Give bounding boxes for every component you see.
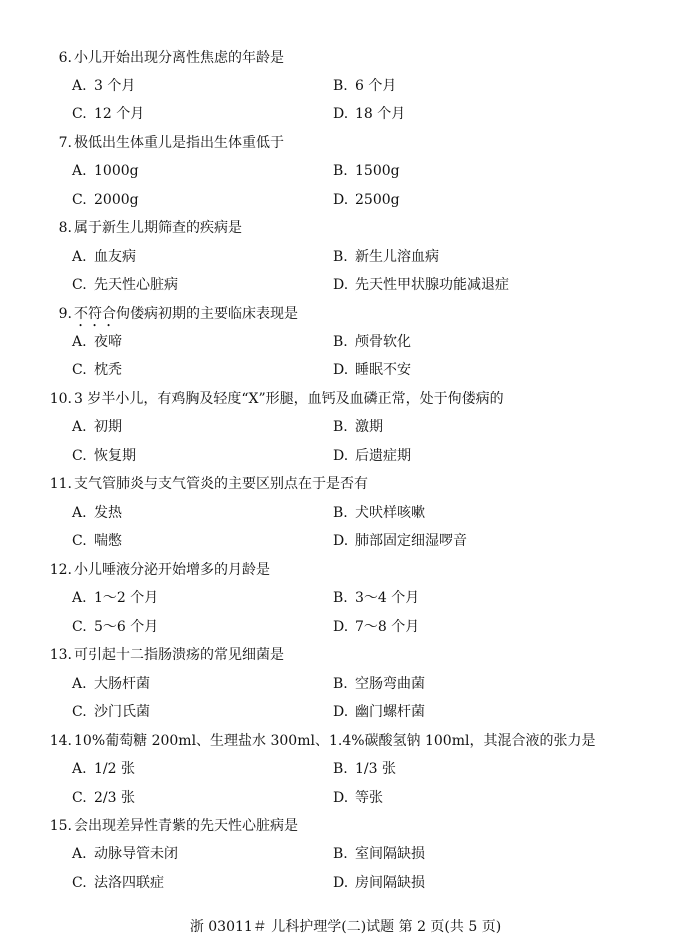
option-text: 2000g <box>94 192 139 208</box>
option-text: 初期 <box>94 419 122 435</box>
question-text: 10%葡萄糖 200ml、生理盐水 300ml、1.4%碳酸氢钠 100ml，其混合液的张力是 <box>74 733 596 749</box>
question-number: 6. <box>58 50 72 66</box>
option-letter: B. <box>333 78 348 94</box>
option-c <box>72 103 144 125</box>
question-text: 佝偻病初期的主要临床表现是 <box>116 306 298 322</box>
option-letter: D. <box>333 362 349 378</box>
option-letter: C. <box>72 448 87 464</box>
question-stem <box>36 217 242 239</box>
option-letter: D. <box>333 448 349 464</box>
option-c <box>72 872 164 894</box>
option-c <box>72 274 178 296</box>
option-b <box>333 587 419 609</box>
question-stem <box>36 303 298 325</box>
option-letter: C. <box>72 704 87 720</box>
question-number: 14. <box>49 733 72 749</box>
option-letter: D. <box>333 619 349 635</box>
option-letter: C. <box>72 106 87 122</box>
option-b <box>333 502 425 524</box>
option-text: 新生儿溶血病 <box>355 249 439 265</box>
option-letter: A. <box>72 846 87 862</box>
option-b <box>333 416 383 438</box>
option-letter: B. <box>333 590 348 606</box>
option-letter: D. <box>333 192 349 208</box>
option-text: 动脉导管未闭 <box>94 846 178 862</box>
option-d <box>333 701 425 723</box>
option-letter: A. <box>72 676 87 692</box>
option-d <box>333 787 383 809</box>
option-a <box>72 160 139 182</box>
option-d <box>333 872 425 894</box>
option-a <box>72 673 150 695</box>
option-text: 7～8 个月 <box>355 619 420 635</box>
option-text: 睡眠不安 <box>355 362 411 378</box>
option-d <box>333 616 419 638</box>
option-text: 喘憋 <box>94 533 122 549</box>
option-letter: B. <box>333 249 348 265</box>
option-b <box>333 75 396 97</box>
option-a <box>72 843 178 865</box>
option-text: 2500g <box>355 192 400 208</box>
option-text: 激期 <box>355 419 383 435</box>
question-number: 8. <box>58 220 72 236</box>
option-c <box>72 787 135 809</box>
question-number: 15. <box>49 818 72 834</box>
question-text: 3 岁半小儿，有鸡胸及轻度“X”形腿，血钙及血磷正常，处于佝偻病的 <box>74 391 504 407</box>
option-letter: B. <box>333 419 348 435</box>
option-text: 先天性甲状腺功能减退症 <box>355 277 509 293</box>
option-text: 1/3 张 <box>355 761 396 777</box>
option-text: 18 个月 <box>355 106 406 122</box>
question-number: 12. <box>49 562 72 578</box>
option-letter: A. <box>72 78 87 94</box>
option-text: 3 个月 <box>94 78 136 94</box>
question-text: 可引起十二指肠溃疡的常见细菌是 <box>74 647 284 663</box>
question-number: 13. <box>49 647 72 663</box>
question-stem <box>36 47 284 69</box>
option-text: 1～2 个月 <box>94 590 159 606</box>
option-letter: B. <box>333 505 348 521</box>
option-a <box>72 587 158 609</box>
option-letter: C. <box>72 533 87 549</box>
question-stem <box>36 559 270 581</box>
option-letter: A. <box>72 761 87 777</box>
option-d <box>333 189 400 211</box>
option-c <box>72 701 150 723</box>
option-text: 6 个月 <box>355 78 397 94</box>
option-a <box>72 416 122 438</box>
option-text: 房间隔缺损 <box>355 875 425 891</box>
option-letter: A. <box>72 419 87 435</box>
question-number: 11. <box>49 476 72 492</box>
option-b <box>333 246 439 268</box>
option-text: 沙门氏菌 <box>94 704 150 720</box>
question-number: 10. <box>49 391 72 407</box>
option-b <box>333 673 425 695</box>
option-d <box>333 103 405 125</box>
option-a <box>72 502 122 524</box>
option-text: 恢复期 <box>94 448 136 464</box>
question-number: 7. <box>58 135 72 151</box>
option-text: 幽门螺杆菌 <box>355 704 425 720</box>
question-text: 小儿唾液分泌开始增多的月龄是 <box>74 562 270 578</box>
option-a <box>72 331 122 353</box>
option-b <box>333 843 425 865</box>
option-d <box>333 530 467 552</box>
option-text: 犬吠样咳嗽 <box>355 505 425 521</box>
question-text: 极低出生体重儿是指出生体重低于 <box>74 135 284 151</box>
option-c <box>72 616 158 638</box>
option-text: 等张 <box>355 790 383 806</box>
option-text: 室间隔缺损 <box>355 846 425 862</box>
option-letter: B. <box>333 163 348 179</box>
option-letter: B. <box>333 334 348 350</box>
option-text: 1/2 张 <box>94 761 135 777</box>
option-c <box>72 445 136 467</box>
option-letter: C. <box>72 277 87 293</box>
question-stem <box>36 473 368 495</box>
question-stem <box>36 388 504 410</box>
question-text: 小儿开始出现分离性焦虑的年龄是 <box>74 50 284 66</box>
option-letter: D. <box>333 106 349 122</box>
option-letter: D. <box>333 790 349 806</box>
option-letter: B. <box>333 761 348 777</box>
option-letter: C. <box>72 875 87 891</box>
option-text: 2/3 张 <box>94 790 135 806</box>
question-text: 属于新生儿期筛查的疾病是 <box>74 220 242 236</box>
question-stem <box>36 730 595 752</box>
question-stem <box>36 815 298 837</box>
option-c <box>72 189 139 211</box>
option-letter: A. <box>72 590 87 606</box>
option-letter: B. <box>333 676 348 692</box>
option-letter: C. <box>72 192 87 208</box>
option-letter: A. <box>72 334 87 350</box>
option-d <box>333 359 411 381</box>
question-stem <box>36 644 284 666</box>
option-text: 1000g <box>94 163 139 179</box>
option-a <box>72 75 135 97</box>
question-text: 支气管肺炎与支气管炎的主要区别点在于是否有 <box>74 476 368 492</box>
option-text: 12 个月 <box>94 106 145 122</box>
option-letter: A. <box>72 249 87 265</box>
question-number: 9. <box>58 306 72 322</box>
emphasized-text: 不符合 <box>74 306 116 322</box>
option-a <box>72 246 136 268</box>
option-text: 血友病 <box>94 249 136 265</box>
option-b <box>333 758 396 780</box>
option-text: 先天性心脏病 <box>94 277 178 293</box>
option-c <box>72 530 122 552</box>
option-text: 肺部固定细湿啰音 <box>355 533 467 549</box>
option-letter: A. <box>72 505 87 521</box>
option-letter: D. <box>333 277 349 293</box>
page-footer: 浙 03011＃ 儿科护理学(二)试题 第 2 页(共 5 页) <box>189 919 502 935</box>
option-text: 1500g <box>355 163 400 179</box>
option-letter: A. <box>72 163 87 179</box>
option-a <box>72 758 135 780</box>
option-letter: D. <box>333 704 349 720</box>
option-letter: D. <box>333 533 349 549</box>
option-text: 发热 <box>94 505 122 521</box>
option-d <box>333 445 411 467</box>
option-letter: C. <box>72 619 87 635</box>
option-text: 空肠弯曲菌 <box>355 676 425 692</box>
option-letter: D. <box>333 875 349 891</box>
option-letter: B. <box>333 846 348 862</box>
option-b <box>333 331 411 353</box>
option-b <box>333 160 400 182</box>
option-text: 夜啼 <box>94 334 122 350</box>
option-text: 后遗症期 <box>355 448 411 464</box>
option-c <box>72 359 122 381</box>
question-text: 会出现差异性青紫的先天性心脏病是 <box>74 818 298 834</box>
option-letter: C. <box>72 790 87 806</box>
option-text: 3～4 个月 <box>355 590 420 606</box>
option-text: 大肠杆菌 <box>94 676 150 692</box>
option-text: 法洛四联症 <box>94 875 164 891</box>
option-d <box>333 274 509 296</box>
option-text: 5～6 个月 <box>94 619 159 635</box>
question-stem <box>36 132 284 154</box>
option-letter: C. <box>72 362 87 378</box>
option-text: 枕秃 <box>94 362 122 378</box>
option-text: 颅骨软化 <box>355 334 411 350</box>
